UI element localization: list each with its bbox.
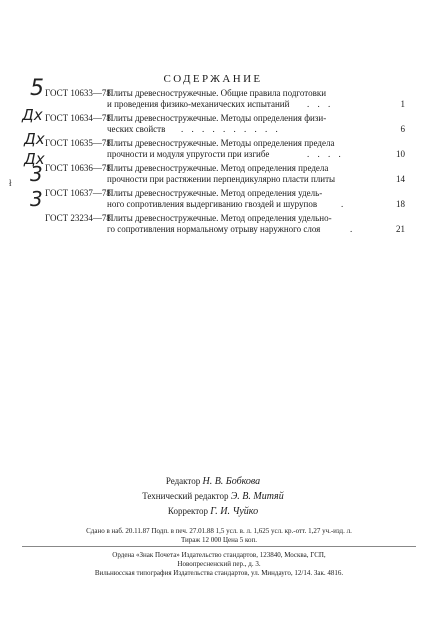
margin-tick-icon: ł [9,178,12,188]
toc-entry [45,138,405,160]
handwritten-mark: 5 [30,76,44,101]
entry-title: Плиты древесностружечные. Методы определения физи- [107,113,327,123]
editor-label: Редактор [165,476,201,486]
page-number: 10 [396,149,405,159]
page-number: 18 [396,199,405,209]
leader-dots: . . . . [307,149,344,159]
leader-dots: . . . . . . . . . . [181,124,281,134]
publisher-line: Вильнюсская типография Издательства стандартов, ул. Миндауго, 12/14. Зак. 4816. [94,569,344,577]
tech-editor-name: Э. В. Митяй [230,491,284,502]
leader-dots: . [350,224,356,234]
publisher-line: Ордена «Знак Почета» Издательство стандартов, 123840, Москва, ГСП, [112,551,326,559]
corrector-name: Г. И. Чуйко [210,506,259,517]
leader-dots: . [341,199,347,209]
editor-name: Н. В. Бобкова [202,476,261,487]
credits-block [0,474,426,519]
handwritten-mark: Дх [22,106,43,124]
corrector-label: Корректор [167,506,209,516]
handwritten-mark: 3 [30,187,43,211]
entry-title: Плиты древесностружечные. Метод определения предела [107,163,329,173]
standard-code: ГОСТ 10637—78 [45,188,111,198]
handwritten-mark: Дх [24,130,45,148]
toc-entry [45,213,405,235]
tech-editor-label: Технический редактор [142,491,229,501]
entry-title: Плиты древесностружечные. Метод определения удель- [107,188,323,198]
page-number: 6 [400,124,405,134]
entry-title-cont: го сопротивления нормальному отрыву наружного слоя [107,224,321,234]
leader-dots: . . . [307,99,334,109]
imprint-block [22,527,416,545]
entry-title: Плиты древесностружечные. Методы определения предела [107,138,335,148]
imprint-line: Тираж 12 000 Цена 5 коп. [180,536,258,544]
standard-code: ГОСТ 10635—78 [45,138,111,148]
entry-title: Плиты древесностружечные. Метод определения удельно- [107,213,332,223]
toc-entry [45,88,405,110]
handwritten-mark: 3 [30,162,43,186]
entry-title-cont: и проведения физико-механических испытаний [107,99,290,109]
handwritten-mark: Дх [24,150,45,168]
entry-title-cont: ного сопротивления выдергиванию гвоздей и шурупов [107,199,318,209]
entry-title: Плиты древесностружечные. Общие правила подготовки [107,88,327,98]
table-of-contents [45,88,405,238]
standard-code: ГОСТ 10634—78 [45,113,111,123]
entry-title-cont: прочности при растяжении перпендикулярно пласти плиты [107,174,336,184]
page-number: 21 [396,224,405,234]
standard-code: ГОСТ 10636—78 [45,163,111,173]
publisher-block [22,551,416,578]
standard-code: ГОСТ 10633—78 [45,88,111,98]
toc-entry [45,188,405,210]
standard-code: ГОСТ 23234—78 [45,213,111,223]
entry-title-cont: прочности и модуля упругости при изгибе [107,149,270,159]
publisher-line: Новопресненский пер., д. 3. [177,560,261,568]
contents-heading: СОДЕРЖАНИЕ [163,73,263,85]
divider [22,546,416,547]
entry-title-cont: ческих свойств [107,124,166,134]
toc-entry [45,113,405,135]
toc-entry [45,163,405,185]
imprint-line: Сдано в наб. 20.11.87 Подп. в печ. 27.01.88 1,5 усл. в. л. 1,625 усл. кр.-отт. 1,27 уч.-изд. л. [86,527,352,535]
page-number: 1 [400,99,405,109]
page-number: 14 [396,174,405,184]
